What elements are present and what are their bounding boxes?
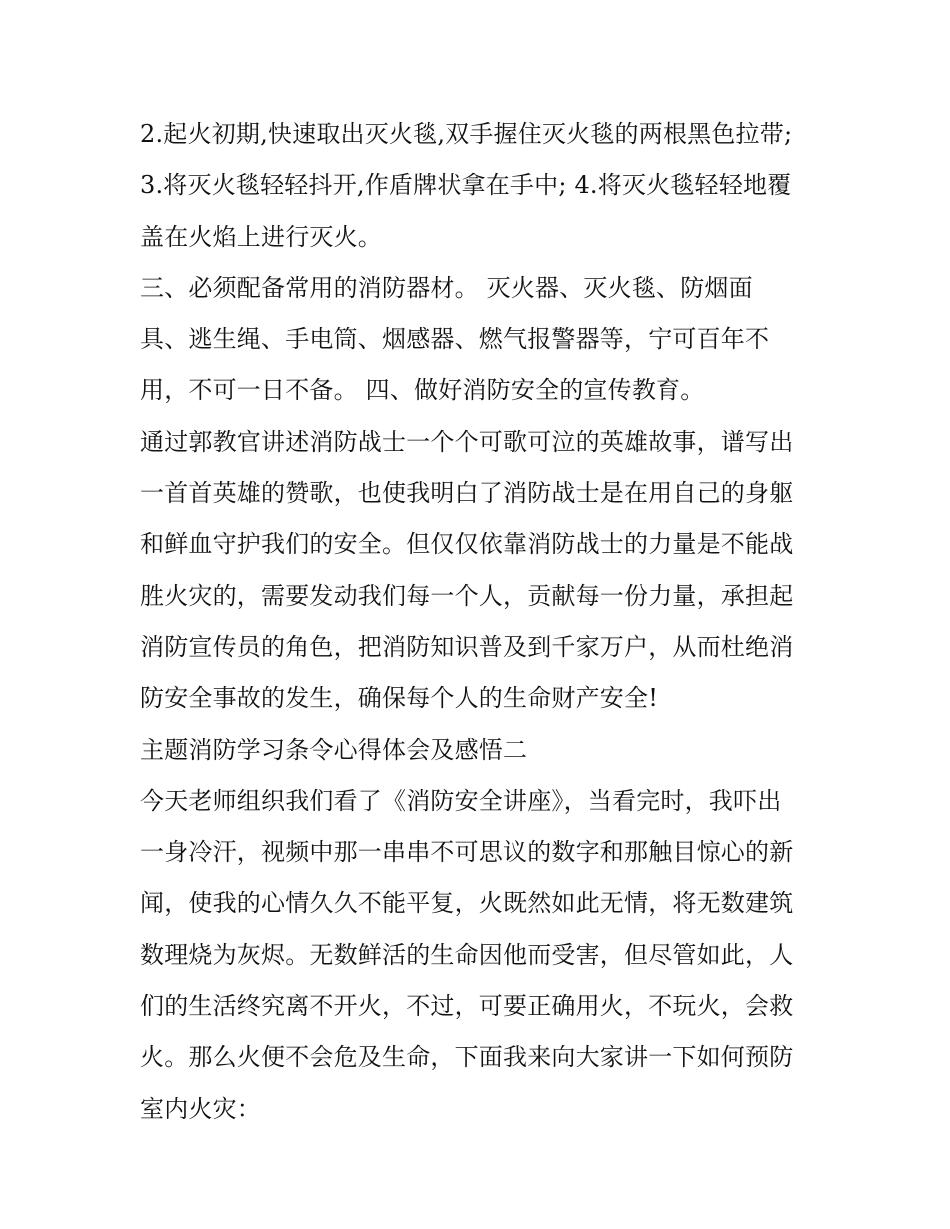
- text-line: 今天老师组织我们看了《消防安全讲座》，当看完时，我吓出: [140, 786, 782, 815]
- text-line: 室内火灾：: [140, 1094, 261, 1123]
- text-line: 闻，使我的心情久久不能平复，火既然如此无情，将无数建筑: [140, 889, 794, 918]
- text-line: 们的生活终究离不开火，不过，可要正确用火，不玩火，会救: [140, 992, 794, 1021]
- text-line: 消防宣传员的角色，把消防知识普及到千家万户，从而杜绝消: [140, 632, 794, 661]
- text-line: 一首首英雄的赞歌，也使我明白了消防战士是在用自己的身躯: [140, 479, 794, 508]
- text-line: 盖在火焰上进行灭火。: [140, 222, 382, 251]
- text-line: 具、逃生绳、手电筒、烟感器、燃气报警器等，宁可百年不: [140, 325, 770, 354]
- text-line: 通过郭教官讲述消防战士一个个可歌可泣的英雄故事，谱写出: [140, 427, 794, 456]
- text-line: 3.将灭火毯轻轻抖开,作盾牌状拿在手中; 4.将灭火毯轻轻地覆: [140, 171, 792, 200]
- text-line: 一身冷汗，视频中那一串串不可思议的数字和那触目惊心的新: [140, 838, 794, 867]
- text-line: 三、必须配备常用的消防器材。 灭火器、灭火毯、防烟面: [140, 273, 753, 302]
- text-line: 和鲜血守护我们的安全。但仅仅依靠消防战士的力量是不能战: [140, 530, 794, 559]
- document-body: [140, 109, 820, 1135]
- text-line: 2.起火初期,快速取出灭火毯,双手握住灭火毯的两根黑色拉带;: [140, 120, 793, 148]
- section-heading: 主题消防学习条令心得体会及感悟二: [140, 735, 528, 764]
- text-line: 火。那么火便不会危及生命，下面我来向大家讲一下如何预防: [140, 1043, 794, 1072]
- text-line: 数理烧为灰烬。无数鲜活的生命因他而受害，但尽管如此，人: [140, 940, 794, 969]
- text-line: 用，不可一日不备。 四、做好消防安全的宣传教育。: [140, 376, 705, 405]
- text-line: 防安全事故的发生，确保每个人的生命财产安全!: [140, 684, 659, 713]
- text-line: 胜火灾的，需要发动我们每一个人，贡献每一份力量，承担起: [140, 581, 794, 610]
